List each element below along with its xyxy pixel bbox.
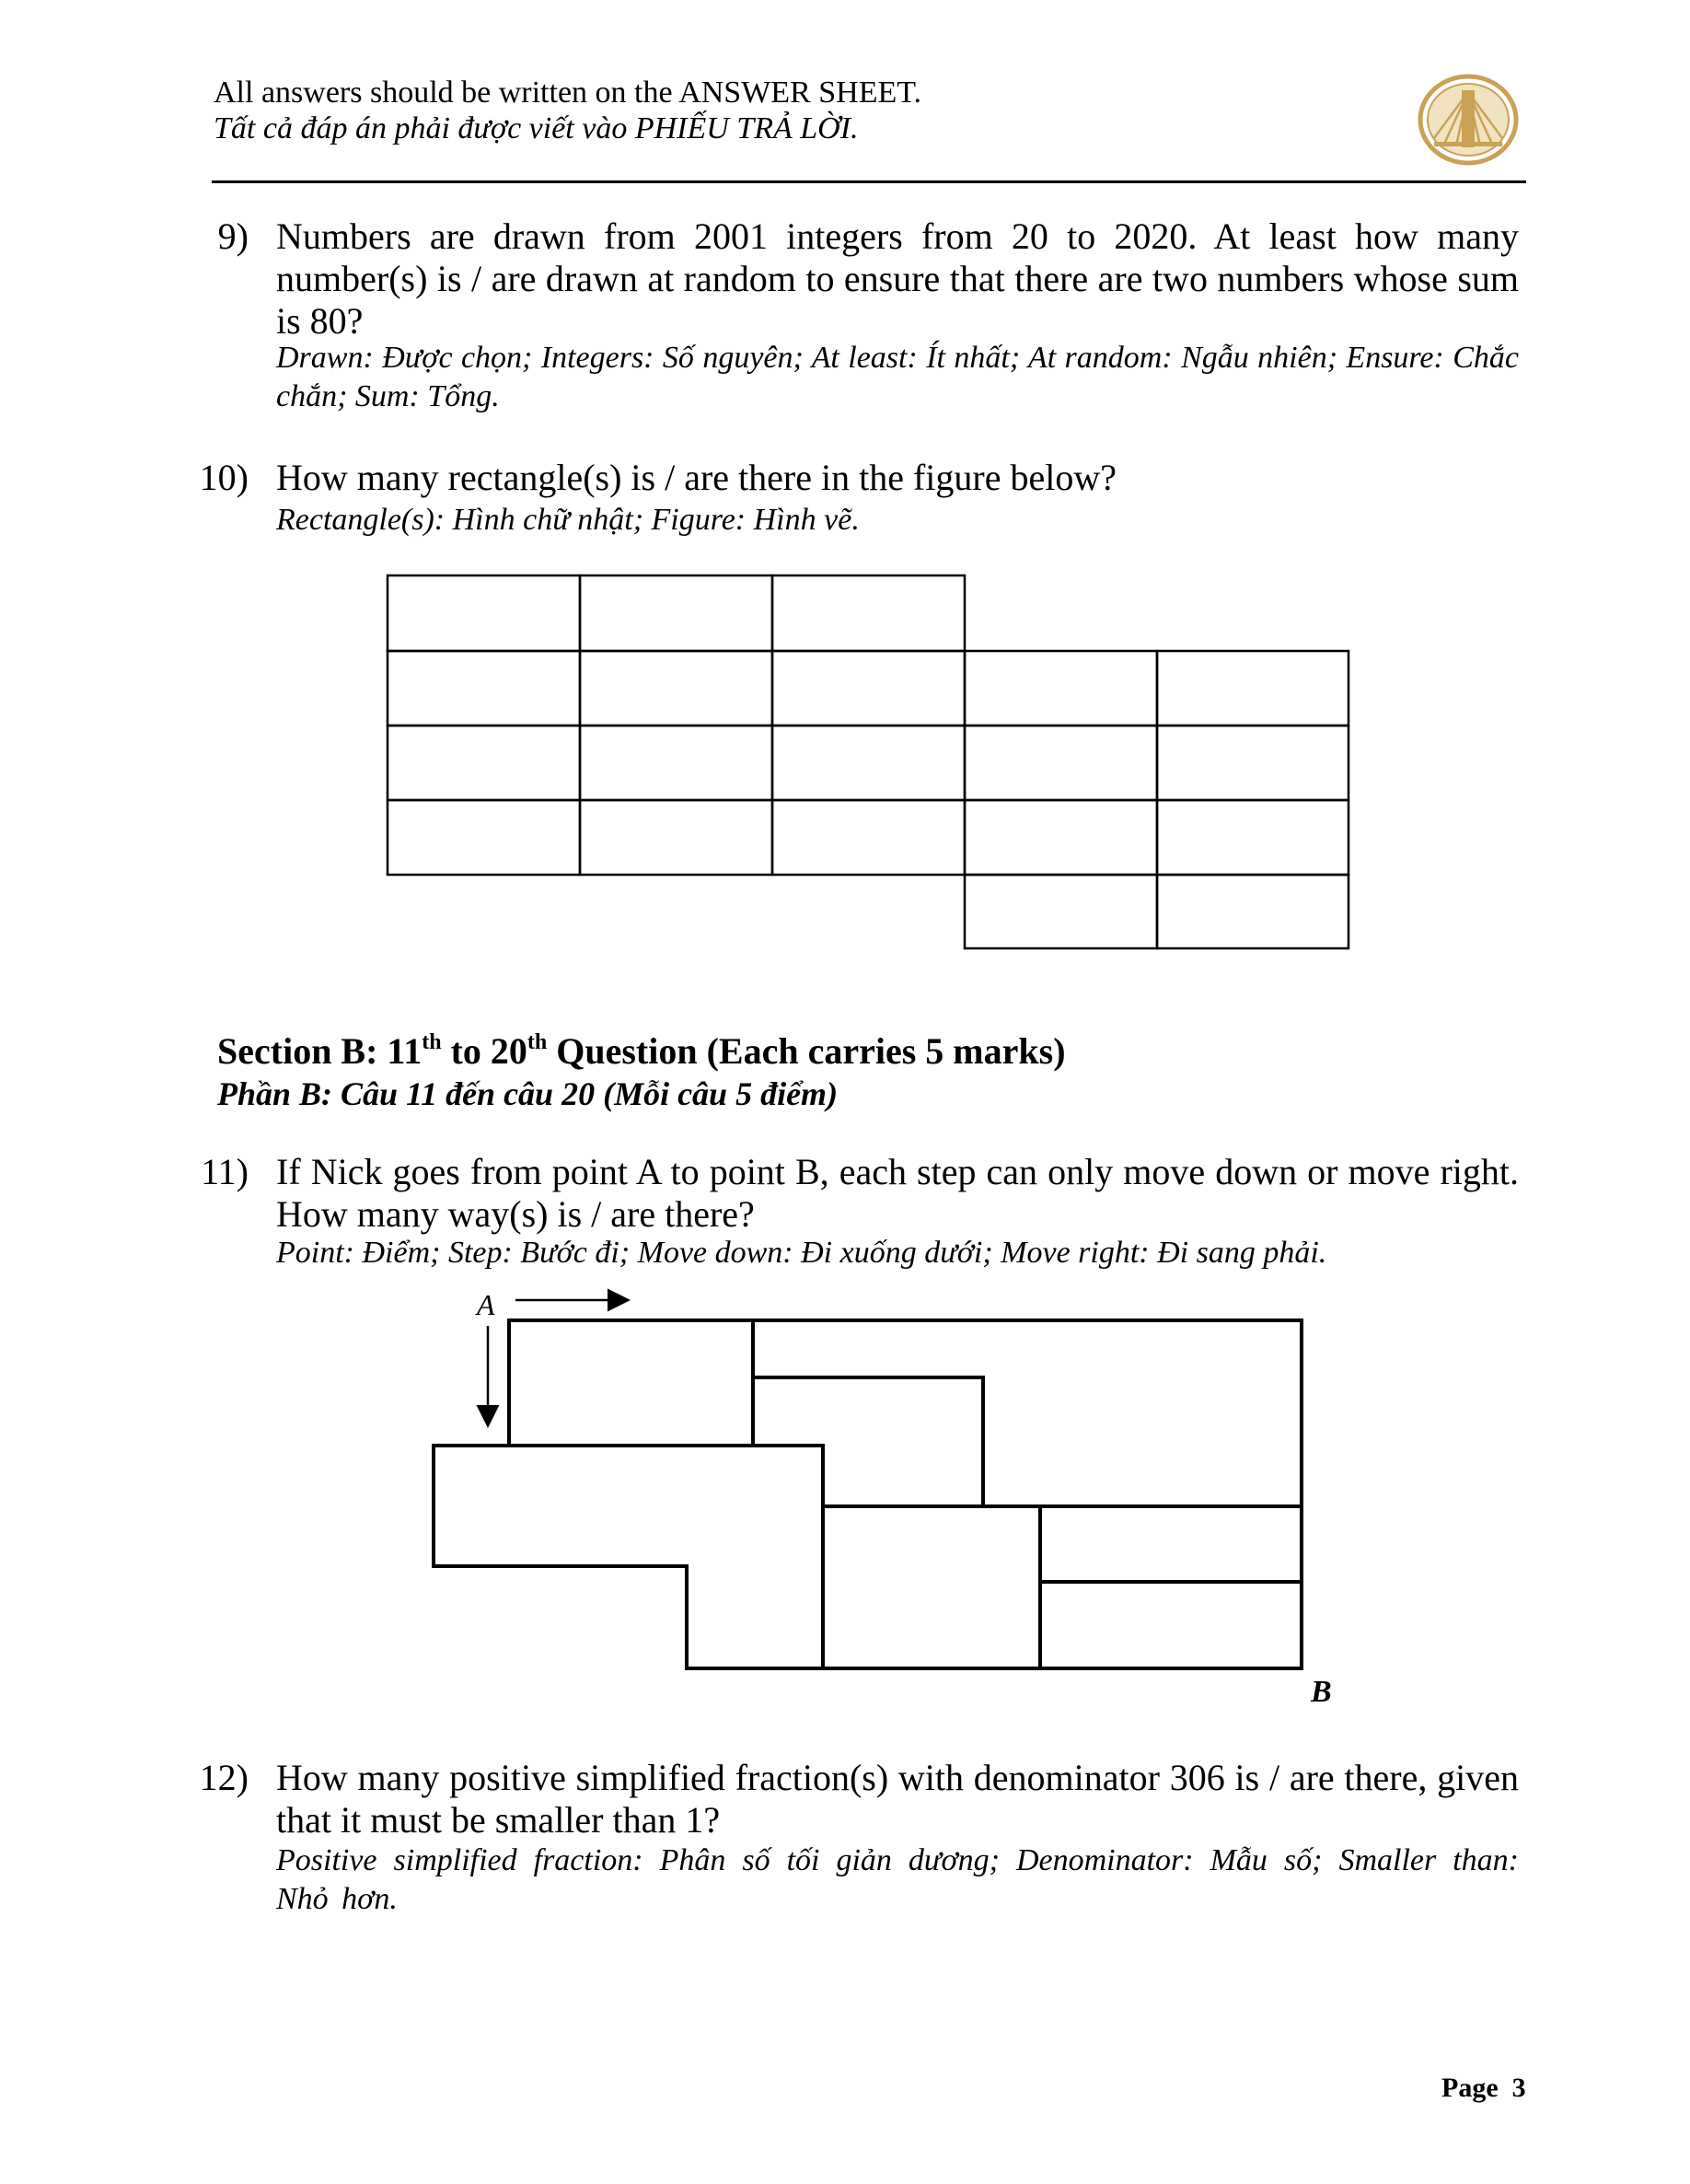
page-number: Page 3 (1441, 2073, 1526, 2103)
header-instruction-en: All answers should be written on the ANSWER SHEET. (214, 76, 922, 110)
question-text: If Nick goes from point A to point B, each step can only move down or move right. How many way(s) is / are there? (276, 1151, 1519, 1235)
question-text: How many rectangle(s) is / are there in the figure below? (276, 457, 1117, 498)
question-number: 10) (199, 457, 249, 498)
question-number: 11) (201, 1151, 249, 1192)
header-instruction-vi: Tất cả đáp án phải được viết vào PHIẾU TRẢ LỜI. (214, 111, 859, 145)
question-text: Numbers are drawn from 2001 integers from 20 to 2020. At least how many number(s) is / are drawn at random to ensure that there are two numbers whose sum is 80? (276, 215, 1519, 342)
question-number: 9) (217, 215, 249, 257)
point-b-label: B (1311, 1675, 1332, 1709)
question-text: How many positive simplified fraction(s) with denominator 306 is / are there, given that it must be smaller than 1? (276, 1757, 1519, 1841)
question-number: 12) (199, 1757, 249, 1798)
question-translation: Rectangle(s): Hình chữ nhật; Figure: Hình vẽ. (276, 503, 860, 537)
section-b-subtitle: Phần B: Câu 11 đến câu 20 (Mỗi câu 5 điểm) (217, 1075, 839, 1112)
question-translation: Positive simplified fraction: Phân số tối giản dương; Denominator: Mẫu số; Smaller than: Nhỏ hơn. (276, 1843, 1519, 1916)
section-b-title: Section B: 11th to 20th Question (Each carries 5 marks) (217, 1029, 1066, 1072)
question-translation: Drawn: Được chọn; Integers: Số nguyên; At least: Ít nhất; At random: Ngẫu nhiên; Ensure: Chắc chắn; Sum: Tổng. (276, 341, 1519, 413)
point-a-label: A (477, 1288, 495, 1321)
question-translation: Point: Điểm; Step: Bước đi; Move down: Đi xuống dưới; Move right: Đi sang phải. (276, 1236, 1327, 1270)
